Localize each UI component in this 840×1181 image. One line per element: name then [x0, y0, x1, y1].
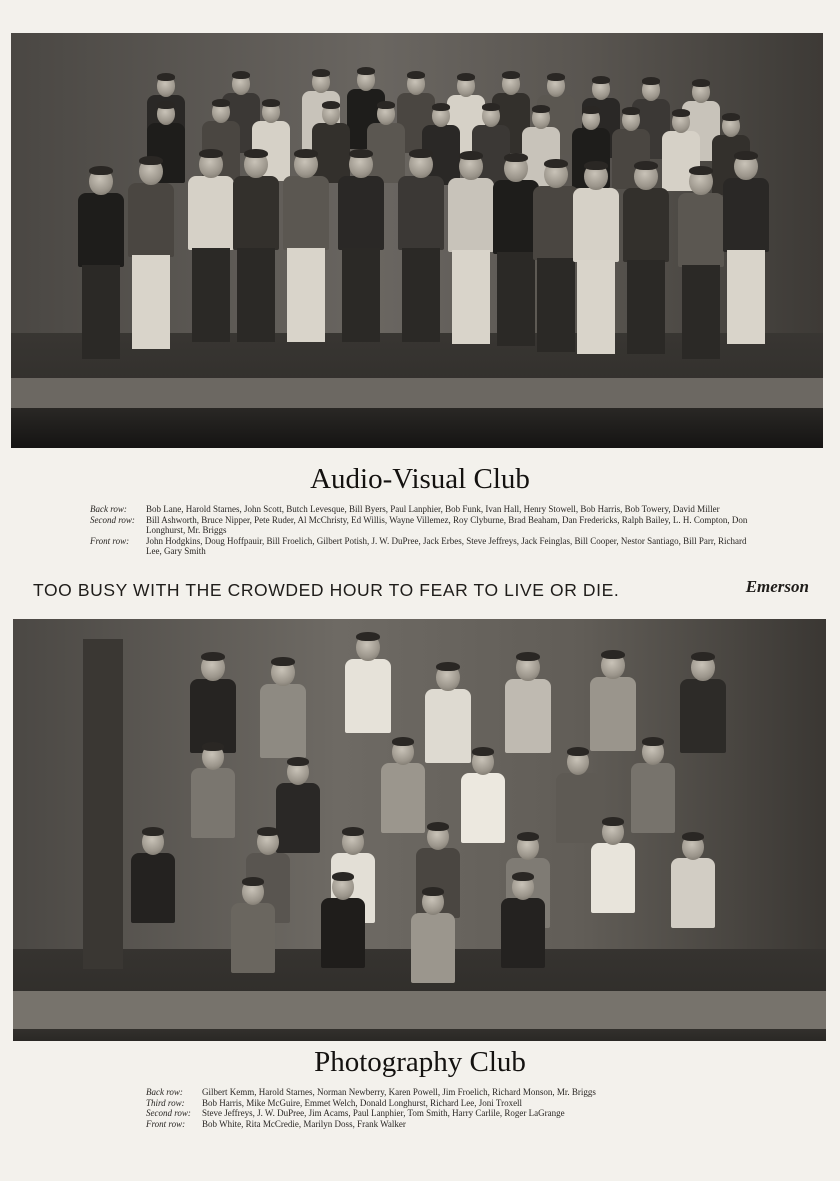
row-names: Bob Lane, Harold Starnes, John Scott, Butch Levesque, Bill Byers, Paul Lanphier, Bob Funk, Ivan Hall, Henry Stowell, Bob Harris, Bob Towery, David Miller — [146, 504, 720, 514]
row-names: Steve Jeffreys, J. W. DuPree, Jim Acams, Paul Lanphier, Tom Smith, Harry Carlile, Roger LaGrange — [202, 1108, 565, 1118]
roster-row — [90, 504, 750, 515]
roster-row — [90, 515, 750, 536]
row-label: Front row: — [90, 535, 130, 546]
stairs — [11, 378, 823, 408]
row-names: Bob Harris, Mike McGuire, Emmet Welch, Donald Longhurst, Richard Lee, Joni Troxell — [202, 1097, 523, 1108]
roster-row — [146, 1119, 706, 1130]
roster-row — [90, 536, 750, 557]
audio-visual-roster — [90, 504, 750, 557]
audio-visual-club-photo — [11, 33, 823, 448]
row-names: John Hodgkins, Doug Hoffpauir, Bill Froelich, Gilbert Potish, J. W. DuPree, Jack Erbes, Steve Jeffreys, Jack Feinglas, Bill Cooper, Nestor Santiago, Bill Parr, Richard Lee, Gary Smith — [146, 535, 747, 556]
roster-row — [146, 1087, 706, 1098]
photography-club-photo — [13, 619, 826, 1041]
row-label: Back row: — [90, 504, 127, 514]
roster-row — [146, 1108, 706, 1119]
row-label: Front row: — [146, 1118, 186, 1129]
stage-step — [13, 991, 826, 1029]
row-names: Gilbert Kemm, Harold Starnes, Norman Newberry, Karen Powell, Jim Froelich, Richard Monson, Mr. Briggs — [202, 1087, 596, 1097]
pillar — [83, 639, 123, 969]
photo-floor — [11, 403, 823, 448]
roster-row — [146, 1098, 706, 1109]
photography-roster — [146, 1087, 706, 1129]
row-label: Third row: — [146, 1097, 185, 1108]
quote-author: Emerson — [745, 577, 809, 596]
audio-visual-club-title: Audio-Visual Club — [310, 463, 530, 495]
row-names: Bill Ashworth, Bruce Nipper, Pete Ruder, Al McChristy, Ed Willis, Wayne Villemez, Roy Clyburne, Brad Beaham, Dan Fredericks, Ralph Bailey, L. H. Compton, Don Longhurst, Mr. Briggs — [146, 514, 748, 535]
row-label: Second row: — [146, 1108, 191, 1118]
photography-club-title: Photography Club — [314, 1046, 526, 1078]
row-label: Second row: — [90, 514, 135, 525]
row-label: Back row: — [146, 1087, 183, 1097]
row-names: Bob White, Rita McCredie, Marilyn Doss, Frank Walker — [202, 1118, 406, 1129]
quote-text: TOO BUSY WITH THE CROWDED HOUR TO FEAR TO LIVE OR DIE. — [33, 580, 620, 600]
